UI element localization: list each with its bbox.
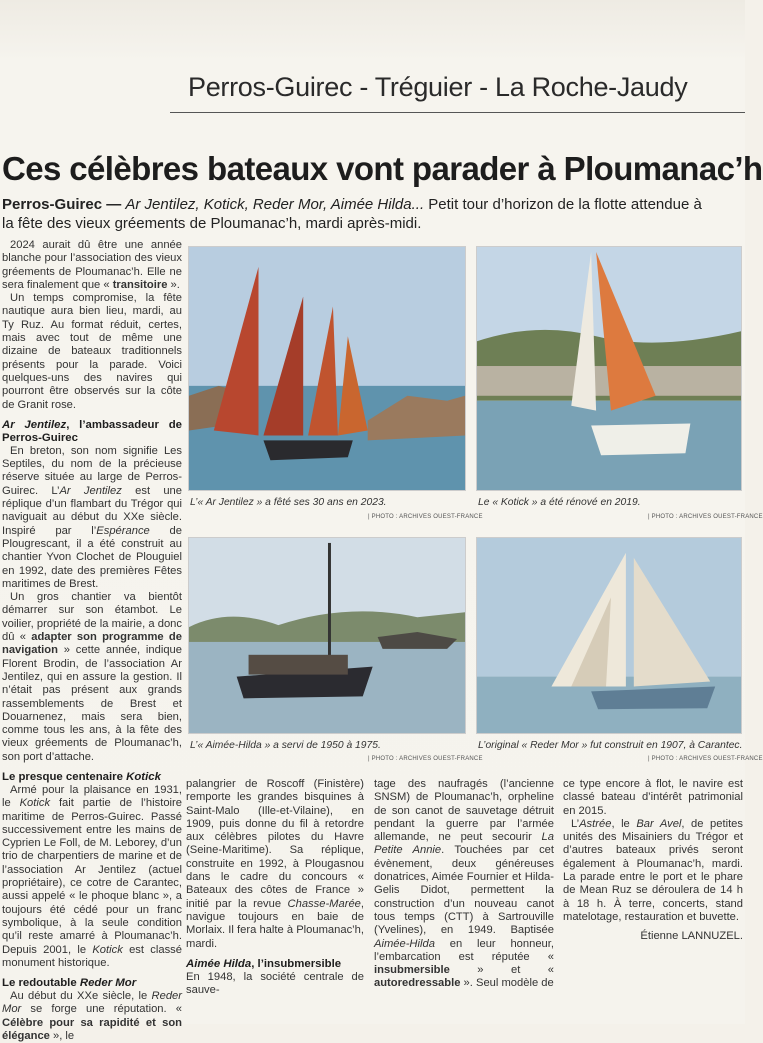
paragraph: En breton, son nom signifie Les Septiles, du nom de la précieuse réserve située au large de Perros-Guirec. L’Ar Jentilez est une réplique d’un flambart du Trégor qui naviguait au début du XXe siècle. Inspiré par l’Espérance de Plougrescant, il a été construit au chantier Yvon Clochet de Plouguiel en 1992, date des premières Fêtes maritimes de Brest. <box>2 444 183 590</box>
article-column-2 <box>186 778 364 997</box>
photo-caption: L’« Ar Jentilez » a fêté ses 30 ans en 2023. <box>190 497 387 508</box>
subheading-aimee-hilda: Aimée Hilda, l’insubmersible <box>186 957 342 970</box>
headline: Ces célèbres bateaux vont parader à Ploumanac’h <box>2 150 763 187</box>
photo-credit: | PHOTO : ARCHIVES OUEST-FRANCE <box>648 756 763 762</box>
subheading-reder-mor: Le redoutable Reder Mor <box>2 977 137 990</box>
photo-caption: L’original « Reder Mor » fut construit en 1907, à Carantec. <box>478 740 743 751</box>
paragraph: L’Astrée, le Bar Avel, de petites unités des Misainiers du Trégor et d’autres bateaux privés seront également à Ploumanac’h, mardi. La parade entre le port et le phare de Mean Ruz se déroulera de 14 h à 18 h. À terre, concerts, stand matelotage, restauration et buvette. <box>563 817 743 923</box>
header-rule <box>170 112 745 113</box>
paragraph: Un temps compromise, la fête nautique aura bien lieu, mardi, au Ty Ruz. Au format réduit, certes, mais avec tout de même une dizaine de bateaux traditionnels présents pour la parade. Voici quelques-uns des navires qui pourront être observés sur la côte de Granit rose. <box>2 292 182 411</box>
photo-reder-mor <box>476 537 742 734</box>
paragraph: ce type encore à flot, le navire est classé bateau d’intérêt patrimonial en 2015. <box>563 778 743 817</box>
paragraph: Un gros chantier va bientôt démarrer sur son étambot. Le voilier, propriété de la mairie, a donc dû « adapter son programme de navigation » cette année, indique Florent Brodin, de l’association Ar Jentilez, qui en assure la gestion. Il n’était pas présent aux grands rassemblements de Brest et Douarnenez, mais sera bien, comme tous les ans, à la fête des vieux gréements de Ploumanac’h, son port d’attache. <box>2 591 182 763</box>
article-column-4 <box>563 778 743 944</box>
photo-caption: L’« Aimée-Hilda » a servi de 1950 à 1975. <box>190 740 381 751</box>
paragraph: En 1948, la société centrale de sauve- <box>186 970 364 997</box>
photo-ar-jentilez <box>188 246 466 491</box>
photo-credit: | PHOTO : ARCHIVES OUEST-FRANCE <box>648 514 763 520</box>
paragraph: tage des naufragés (l’ancienne SNSM) de Ploumanac’h, orpheline de son canot de sauvetage détruit pendant la guerre par l’armée allemande, ne peut secourir La Petite Annie. Touchées par cet évènement, deux généreuses donatrices, Aimée Fournier et Hilda-Gelis Didot, permettent la construction d’un nouveau canot tous temps (CTT) à Sartrouville (Yvelines), en 1949. Baptisée Aimée-Hilda en leur honneur, l’embarcation est réputée « insubmersible » et « autoredressable ». Seul modèle de <box>374 778 554 990</box>
article-column-1 <box>2 239 182 1043</box>
section-header: Perros-Guirec - Tréguier - La Roche-Jaudy <box>188 72 688 102</box>
paragraph: 2024 aurait dû être une année blanche pour l’association des vieux gréements de Ploumanac’h. Elle ne sera finalement que « transitoire ». <box>2 239 182 291</box>
paragraph: palangrier de Roscoff (Finistère) remporte les grandes bisquines à Saint-Malo (Ille-et-Vilaine), en 1909, puis donne du fil à retordre aux célèbres pilotes du Havre (Seine-Maritime). Sa réplique, construite en 1992, à Plougasnou dans le cadre du concours « Bateaux des côtes de France » initié par la revue Chasse-Marée, navigue toujours en baie de Morlaix. Il fera halte à Ploumanac’h, mardi. <box>186 778 364 950</box>
subheading-ar-jentilez: Ar Jentilez, l’ambassadeur de Perros-Guirec <box>2 418 182 444</box>
photo-aimee-hilda <box>188 537 466 734</box>
photo-credit: | PHOTO : ARCHIVES OUEST-FRANCE <box>368 756 483 762</box>
author-signature: Étienne LANNUZEL. <box>640 930 743 943</box>
article-column-3 <box>374 778 554 991</box>
photo-caption: Le « Kotick » a été rénové en 2019. <box>478 497 641 508</box>
lead-boats: Ar Jentilez, Kotick, Reder Mor, Aimée Hilda... <box>125 196 425 213</box>
paragraph: Armé pour la plaisance en 1931, le Kotick fait partie de l’histoire maritime de Perros-Guirec. Passé successivement entre les mains de Cyprien Le Foll, de M. Leborey, d’un trio de charpentiers de marine et de l’association Ar Jentilez (actuel propriétaire), ce cotre de Carantec, aussi appelé « le phoque blanc », a toujours été cédé pour un franc symbolique, à la seule condition qu’il reste amarré à Ploumanac’h. Depuis 2001, le Kotick est classé monument historique. <box>2 783 182 969</box>
subheading-kotick: Le presque centenaire Kotick <box>2 770 161 783</box>
lead-text: Petit tour d’horizon de la flotte attendue à la fête des vieux gréements de Ploumanac’h, mardi après-midi. <box>2 196 702 232</box>
lead-place: Perros-Guirec — <box>2 196 122 213</box>
lead-paragraph <box>2 195 702 233</box>
photo-credit: | PHOTO : ARCHIVES OUEST-FRANCE <box>368 514 483 520</box>
paragraph: Au début du XXe siècle, le Reder Mor se forge une réputation. « Célèbre pour sa rapidité et son élégance », le <box>2 990 182 1043</box>
photo-kotick <box>476 246 742 491</box>
